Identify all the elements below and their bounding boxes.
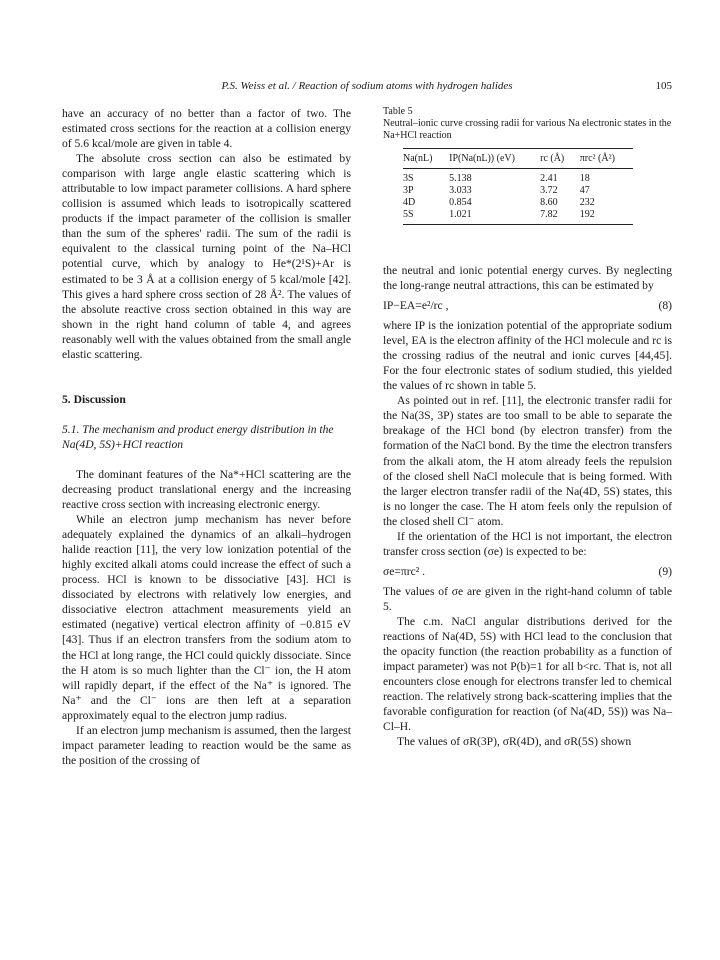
equation-text: σe=πrc² .	[383, 564, 426, 578]
table-caption: Neutral–ionic curve crossing radii for various Na electronic states in the Na+HCl reaction	[383, 118, 672, 141]
table-header-cell: πrc² (Å²)	[580, 149, 633, 169]
table-header-cell: Na(nL)	[403, 149, 449, 169]
page-number: 105	[655, 80, 672, 92]
table-header-cell: rc (Å)	[540, 149, 580, 169]
equation-9	[383, 564, 672, 579]
paragraph: If the orientation of the HCl is not important, the electron transfer cross section (σe) is expected to be:	[383, 529, 672, 558]
table-cell: 47	[579, 185, 590, 196]
table-cell: 4D	[403, 197, 416, 208]
table-row	[403, 169, 633, 186]
table-row	[403, 209, 633, 225]
equation-number: (8)	[658, 299, 672, 313]
table-cell: 232	[579, 197, 595, 208]
spacer	[383, 248, 672, 263]
table-row	[403, 185, 633, 197]
table-cell: 3P	[403, 185, 414, 196]
table-cell: 7.82	[540, 209, 580, 225]
table-cell: 2.41	[540, 173, 558, 184]
table-cell: 3.72	[540, 185, 558, 196]
table-5	[383, 106, 672, 248]
table-cell: 3S	[403, 173, 414, 184]
paragraph: The absolute cross section can also be estimated by comparison with large angle elastic scattering which is attributable to low impact parameter collisions. A hard sphere collision is assumed which leads to isotropically scattered products if the impact parameter of the collision is smaller than the sum of the spheres' radii. The sum of the radii is equivalent to the classical turning point of the Na–HCl potential curve, which by analogy to He*(2¹S)+Ar is estimated to be 3 Å at a collision energy of 5 kcal/mole [42]. This gives a hard sphere cross section of 28 Å². The values of the absolute reactive cross section obtained in this way are shown in the right hand column of table 4, and agrees reasonably well with the values obtained from the small angle elastic scattering.	[62, 152, 351, 361]
paragraph: where IP is the ionization potential of the appropriate sodium level, EA is the electron affinity of the HCl molecule and rc is the crossing radius of the neutral and ionic curves [44,45]. For the four electronic states of sodium studied, this yielded the values of rc shown in table 5.	[383, 319, 672, 393]
spacer	[62, 362, 351, 377]
subsection-title: 5.1. The mechanism and product energy distribution in the Na(4D, 5S)+HCl reaction	[62, 422, 334, 451]
equation-text: IP−EA=e²/rc ,	[383, 299, 449, 313]
right-column	[383, 106, 672, 749]
paragraph: While an electron jump mechanism has never before adequately explained the dynamics of an alkali–hydrogen halide reaction [11], the very low ionization potential of the highly excited alkali atoms could increase the effect of such a process. HCl is known to be dissociative [43]. HCl is dissociated by electrons with relatively low energies, and dissociative electron attachment measurements yield an estimated (negative) vertical electron affinity of −0.815 eV [43]. Thus if an electron transfers from the sodium atom to the HCl at long range, the HCl could quickly dissociate. Since the H atom is so much lighter than the Cl⁻ ion, the H atom will rapidly depart, if the effect of the Na⁺ is ignored. The Na⁺ and the Cl⁻ ions are then left at a separation approximately equal to the electron jump radius.	[62, 513, 351, 722]
paragraph: have an accuracy of no better than a factor of two. The estimated cross sections for the reaction at a collision energy of 5.6 kcal/mole are given in table 4.	[62, 107, 351, 151]
table-5-grid	[403, 148, 633, 225]
table-header-row	[403, 149, 633, 169]
table-header-cell: IP(Na(nL)) (eV)	[449, 149, 540, 169]
table-row	[403, 197, 633, 209]
equation-8	[383, 298, 672, 313]
paragraph: The dominant features of the Na*+HCl scattering are the decreasing product translational energy and the increasing reactive cross section with increasing electronic energy.	[62, 467, 351, 512]
paragraph: If an electron jump mechanism is assumed, then the largest impact parameter leading to reaction would be the same as the position of the crossing of	[62, 723, 351, 767]
table-cell: 1.021	[449, 209, 540, 225]
section-title: 5. Discussion	[62, 392, 126, 406]
left-column	[62, 106, 351, 768]
paragraph: As pointed out in ref. [11], the electronic transfer radii for the Na(3S, 3P) states are too small to be able to separate the breakage of the HCl bond (by electron transfer) from the formation of the NaCl bond. By the time the electron transfers from the alkali atom, the H atom already feels the repulsion of the closed shell NaCl molecule that is being formed. With the larger electron transfer radii of the Na(4D, 5S) states, this is no longer the case. The H atom feels only the repulsion of the closed shell Cl⁻ atom.	[383, 394, 672, 528]
page-header	[62, 80, 672, 96]
paragraph: The values of σR(3P), σR(4D), and σR(5S) shown	[397, 735, 632, 749]
table-cell: 8.60	[540, 197, 558, 208]
equation-number: (9)	[658, 564, 672, 578]
paragraph: The c.m. NaCl angular distributions derived for the reactions of Na(4D, 5S) with HCl lead to the conclusion that the opacity function (the reaction probability as a function of impact parameter) was not P(b)=1 for all b<rc. That is, not all encounters close enough for electrons transfer led to chemical reaction. The relatively strong back-scattering implies that the favorable configuration for reaction (of Na(4D, 5S)) was Na–Cl–H.	[383, 614, 672, 734]
table-cell: 5S	[403, 209, 449, 225]
table-cell: 5.138	[449, 173, 472, 184]
paragraph: The values of σe are given in the right-hand column of table 5.	[383, 584, 672, 613]
table-cell: 18	[579, 173, 590, 184]
spacer	[62, 377, 351, 392]
table-cell: 0.854	[449, 197, 472, 208]
table-cell: 192	[580, 209, 633, 225]
table-label: Table 5	[383, 106, 413, 117]
running-title: P.S. Weiss et al. / Reaction of sodium atoms with hydrogen halides	[221, 80, 513, 92]
spacer	[62, 452, 351, 467]
spacer	[62, 407, 351, 422]
table-cell: 3.033	[449, 185, 472, 196]
paragraph: the neutral and ionic potential energy curves. By neglecting the long-range neutral attractions, this can be estimated by	[383, 264, 672, 293]
